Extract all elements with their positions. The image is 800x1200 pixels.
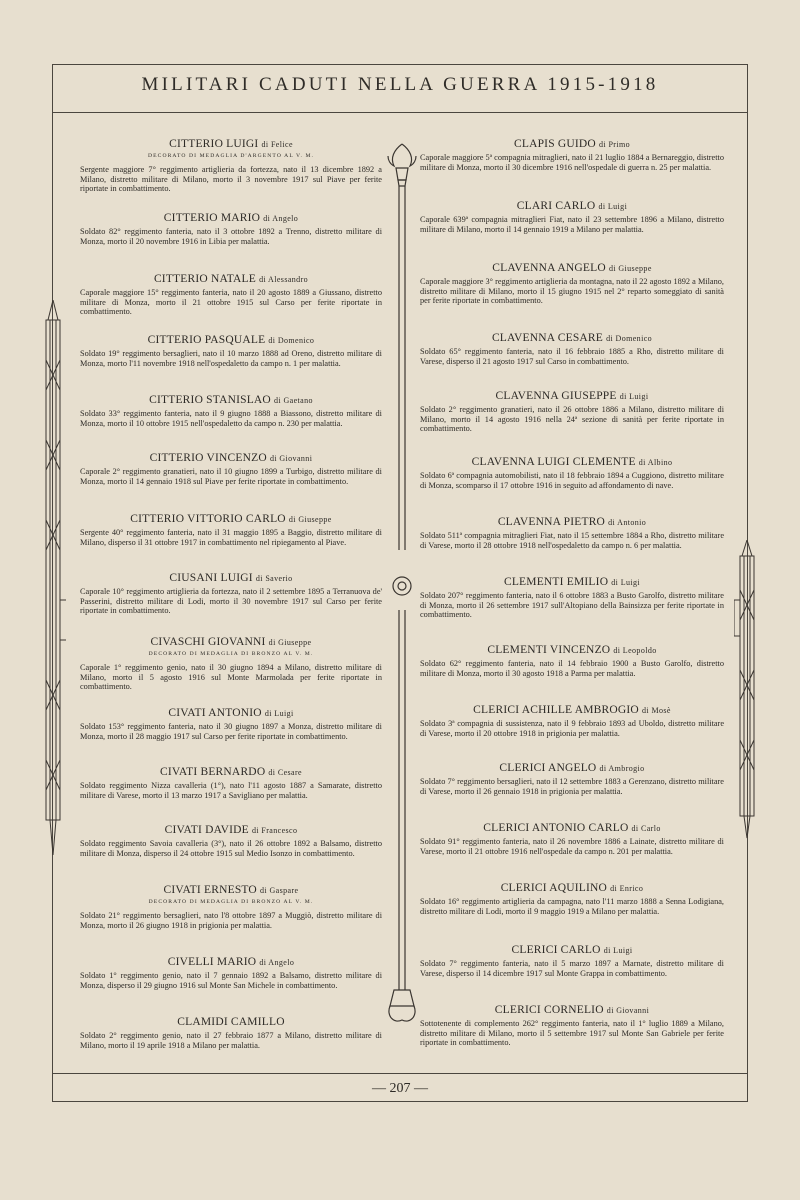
entry-name: CLARI CARLO di Luigi	[516, 200, 628, 212]
entry-name: CLAMIDI CAMILLO	[177, 1016, 285, 1028]
entry-name: CLAVENNA ANGELO di Giuseppe	[492, 262, 652, 274]
entry-name: CIVATI ERNESTO di Gaspare	[163, 884, 299, 896]
page-number: — 207 —	[372, 1081, 428, 1096]
entry-name: CIVATI BERNARDO di Cesare	[159, 766, 302, 778]
entry-civelli-mario	[80, 956, 382, 990]
entry-clari-carlo	[420, 200, 724, 234]
entry-civati-ernesto	[80, 884, 382, 930]
page-title: MILITARI CADUTI NELLA GUERRA 1915-1918	[141, 74, 659, 95]
entry-name: CLERICI CORNELIO di Giovanni	[494, 1004, 650, 1016]
entry-name: CLERICI CARLO di Luigi	[511, 944, 633, 956]
entry-citterio-luigi	[80, 138, 382, 194]
entry-decoration: DECORATO DI MEDAGLIA DI BRONZO AL V. M.	[148, 899, 314, 905]
entry-citterio-vittorio-carlo	[80, 513, 382, 547]
entry-name: CLAVENNA PIETRO di Antonio	[497, 516, 647, 528]
entry-name: CLERICI ACHILLE AMBROGIO di Mosè	[473, 704, 671, 716]
entry-name: CITTERIO MARIO di Angelo	[163, 212, 299, 224]
entry-name: CLAVENNA GIUSEPPE di Luigi	[495, 390, 649, 402]
entry-name: CLEMENTI VINCENZO di Leopoldo	[487, 644, 657, 656]
entry-name: CITTERIO LUIGI di Felice	[169, 138, 293, 150]
entry-citterio-stanislao	[80, 394, 382, 428]
entry-text: Sergente 40° reggimento fanteria, nato il 31 maggio 1895 a Baggio, distretto militare di Milano, disperso il 31 ottobre 1917 in combattimento nel ripiegamento al Piave.	[80, 528, 382, 547]
entry-clavenna-pietro	[420, 516, 724, 550]
entry-text: Caporale 639ª compagnia mitraglieri Fiat, nato il 23 settembre 1896 a Milano, distretto militare di Milano, morto il 14 gennaio 1919 a Milano per malattia.	[420, 215, 724, 234]
entry-ciusani-luigi	[80, 572, 382, 616]
entry-name: CLAPIS GUIDO di Primo	[513, 138, 630, 150]
entry-text: Caporale 2° reggimento granatieri, nato il 10 giugno 1899 a Turbigo, distretto militare di Monza, morto il 14 gennaio 1918 sul Piave per ferite riportate in combattimento.	[80, 467, 382, 486]
entry-clavenna-angelo	[420, 262, 724, 306]
entry-clapis-guido	[420, 138, 724, 172]
entry-clerici-cornelio	[420, 1004, 724, 1048]
entry-text: Soldato 3ª compagnia di sussistenza, nato il 9 febbraio 1893 ad Uboldo, distretto militare di Varese, morto il 20 ottobre 1918 in prigionia per malattia.	[420, 719, 724, 738]
torch-ornament	[384, 140, 420, 1030]
entry-text: Soldato 33° reggimento fanteria, nato il 9 giugno 1888 a Biassono, distretto militare di Monza, morto il 10 ottobre 1915 nell'ospedaletto da campo n. 230 per malattia.	[80, 409, 382, 428]
entry-text: Soldato 2° reggimento granatieri, nato il 26 ottobre 1886 a Milano, distretto militare di Milano, morto il 14 agosto 1916 nella 24ª sezione di sanità per ferite riportate in combattimento.	[420, 405, 724, 434]
entry-text: Caporale maggiore 5ª compagnia mitraglieri, nato il 21 luglio 1884 a Bernareggio, distretto militare di Monza, morto il 30 dicembre 1916 nell'ospedale di guerra n. 25 per malattia.	[420, 153, 724, 172]
entry-clamidi-camillo	[80, 1016, 382, 1050]
entry-name: CIUSANI LUIGI di Saverio	[169, 572, 293, 584]
entry-text: Sergente maggiore 7° reggimento artiglieria da fortezza, nato il 13 dicembre 1892 a Milano, distretto militare di Milano, morto il 3 novembre 1917 sul Piave per ferite riportate in combattimento.	[80, 165, 382, 194]
entry-text: Soldato 82° reggimento fanteria, nato il 3 ottobre 1892 a Trenno, distretto militare di Monza, morto il 20 novembre 1916 in Libia per malattia.	[80, 227, 382, 246]
entry-name: CITTERIO STANISLAO di Gaetano	[149, 394, 313, 406]
entry-clerici-aquilino	[420, 882, 724, 916]
entry-name: CIVATI ANTONIO di Luigi	[168, 707, 294, 719]
entry-text: Soldato 511ª compagnia mitraglieri Fiat, nato il 15 settembre 1884 a Rho, distretto militare di Varese, morto il 28 ottobre 1918 nell'ospedaletto da campo n. 6 per malattia.	[420, 531, 724, 550]
entry-civaschi-giovanni	[80, 636, 382, 692]
entry-text: Caporale maggiore 15° reggimento fanteria, nato il 20 agosto 1889 a Giussano, distretto militare di Monza, morto il 21 ottobre 1915 sul Carso per ferite riportate in combattimento.	[80, 288, 382, 317]
entry-text: Caporale maggiore 3° reggimento artiglieria da montagna, nato il 22 agosto 1892 a Milano, distretto militare di Milano, morto il 15 giugno 1915 nel 2° reparto someggiato di sanità per ferite riportate in combattimento.	[420, 277, 724, 306]
entry-name: CITTERIO VITTORIO CARLO di Giuseppe	[130, 513, 332, 525]
entry-text: Soldato 207° reggimento fanteria, nato il 6 ottobre 1883 a Busto Garolfo, distretto militare di Monza, morto il 26 settembre 1917 sull'Altopiano della Bainsizza per ferite riportate in combattimento.	[420, 591, 724, 620]
entry-clerici-angelo	[420, 762, 724, 796]
entry-name: CLAVENNA CESARE di Domenico	[491, 332, 653, 344]
entry-clerici-achille-ambrogio	[420, 704, 724, 738]
entry-clementi-emilio	[420, 576, 724, 620]
entry-text: Soldato 62° reggimento fanteria, nato il 14 febbraio 1900 a Busto Garolfo, distretto militare di Monza, morto il 30 agosto 1918 a Parma per malattia.	[420, 659, 724, 678]
entry-text: Soldato 1° reggimento genio, nato il 7 gennaio 1892 a Balsamo, distretto militare di Monza, disperso il 29 giugno 1916 sul Monte San Michele in combattimento.	[80, 971, 382, 990]
left-fasces-ornament	[40, 300, 66, 860]
entry-name: CLERICI ANTONIO CARLO di Carlo	[483, 822, 661, 834]
entry-citterio-natale	[80, 273, 382, 317]
entry-name: CITTERIO PASQUALE di Domenico	[147, 334, 315, 346]
entry-text: Soldato reggimento Savoia cavalleria (3°), nato il 26 ottobre 1892 a Balsamo, distretto militare di Monza, disperso il 24 ottobre 1915 sul Medio Isonzo in combattimento.	[80, 839, 382, 858]
entry-name: CITTERIO VINCENZO di Giovanni	[149, 452, 313, 464]
entry-name: CLAVENNA LUIGI CLEMENTE di Albino	[471, 456, 673, 468]
entry-name: CIVATI DAVIDE di Francesco	[164, 824, 298, 836]
entry-name: CLERICI ANGELO di Ambrogio	[499, 762, 645, 774]
entry-clavenna-luigi-clemente	[420, 456, 724, 490]
entry-clementi-vincenzo	[420, 644, 724, 678]
entry-text: Soldato 153° reggimento fanteria, nato il 30 giugno 1897 a Monza, distretto militare di Monza, morto il 28 maggio 1917 sul Carso per ferite riportate in combattimento.	[80, 722, 382, 741]
entry-clavenna-giuseppe	[420, 390, 724, 434]
entry-citterio-mario	[80, 212, 382, 246]
entry-clavenna-cesare	[420, 332, 724, 366]
entry-text: Soldato 19° reggimento bersaglieri, nato il 10 marzo 1888 ad Oreno, distretto militare di Monza, morto l'11 novembre 1918 nell'ospedaletto da campo n. 1 per malattia.	[80, 349, 382, 368]
entry-name: CIVELLI MARIO di Angelo	[167, 956, 295, 968]
title-rule	[52, 112, 748, 113]
entry-name: CITTERIO NATALE di Alessandro	[153, 273, 309, 285]
entry-civati-antonio	[80, 707, 382, 741]
right-fasces-ornament	[734, 540, 760, 840]
entry-text: Soldato reggimento Nizza cavalleria (1°), nato l'11 agosto 1887 a Samarate, distretto militare di Varese, morto il 13 marzo 1917 a Savigliano per malattia.	[80, 781, 382, 800]
entry-text: Soldato 65° reggimento fanteria, nato il 16 febbraio 1885 a Rho, distretto militare di Varese, disperso il 21 agosto 1917 sul Carso in combattimento.	[420, 347, 724, 366]
entry-text: Sottotenente di complemento 262° reggimento fanteria, nato il 1° luglio 1889 a Milano, distretto militare di Milano, morto il 5 settembre 1917 sul Monte San Gabriele per ferite riportate in combattimento.	[420, 1019, 724, 1048]
entry-decoration: DECORATO DI MEDAGLIA DI BRONZO AL V. M.	[148, 651, 314, 657]
entry-text: Soldato 91° reggimento fanteria, nato il 26 novembre 1886 a Lainate, distretto militare di Varese, morto il 21 ottobre 1916 nell'ospedale da campo n. 201 per malattia.	[420, 837, 724, 856]
entry-text: Soldato 7° reggimento bersaglieri, nato il 12 settembre 1883 a Gerenzano, distretto militare di Varese, morto il 26 gennaio 1918 in prigionia per malattia.	[420, 777, 724, 796]
entry-name: CLEMENTI EMILIO di Luigi	[503, 576, 641, 588]
entry-name: CIVASCHI GIOVANNI di Giuseppe	[150, 636, 312, 648]
entry-text: Soldato 21° reggimento bersaglieri, nato l'8 ottobre 1897 a Muggiò, distretto militare di Monza, morto il 26 giugno 1918 in prigionia per malattia.	[80, 911, 382, 930]
entry-text: Caporale 10° reggimento artiglieria da fortezza, nato il 2 settembre 1895 a Terranuova de' Passerini, distretto militare di Lodi, morto il 30 novembre 1917 sul Carso per ferite riportate in combattimento.	[80, 587, 382, 616]
entry-citterio-vincenzo	[80, 452, 382, 486]
entry-name: CLERICI AQUILINO di Enrico	[500, 882, 644, 894]
entry-text: Soldato 7° reggimento fanteria, nato il 5 marzo 1897 a Marnate, distretto militare di Varese, disperso il 14 dicembre 1917 sul Monte Grappa in combattimento.	[420, 959, 724, 978]
entry-text: Soldato 6ª compagnia automobilisti, nato il 18 febbraio 1894 a Cuggiono, distretto militare di Monza, scomparso il 17 ottobre 1916 in seguito ad affondamento di nave.	[420, 471, 724, 490]
entry-civati-bernardo	[80, 766, 382, 800]
footer-rule	[52, 1073, 748, 1074]
entry-clerici-carlo	[420, 944, 724, 978]
entry-text: Caporale 1° reggimento genio, nato il 30 giugno 1894 a Milano, distretto militare di Milano, morto il 5 agosto 1916 sul Monte Marmolada per ferite riportate in combattimento.	[80, 663, 382, 692]
entry-decoration: DECORATO DI MEDAGLIA D'ARGENTO AL V. M.	[147, 153, 315, 159]
entry-civati-davide	[80, 824, 382, 858]
entry-citterio-pasquale	[80, 334, 382, 368]
entry-text: Soldato 2° reggimento genio, nato il 27 febbraio 1877 a Milano, distretto militare di Milano, morto il 19 aprile 1918 a Milano per malattia.	[80, 1031, 382, 1050]
entry-text: Soldato 16° reggimento artiglieria da campagna, nato l'11 marzo 1888 a Senna Lodigiana, distretto militare di Lodi, morto il 9 maggio 1919 a Milano per malattia.	[420, 897, 724, 916]
entry-clerici-antonio-carlo	[420, 822, 724, 856]
